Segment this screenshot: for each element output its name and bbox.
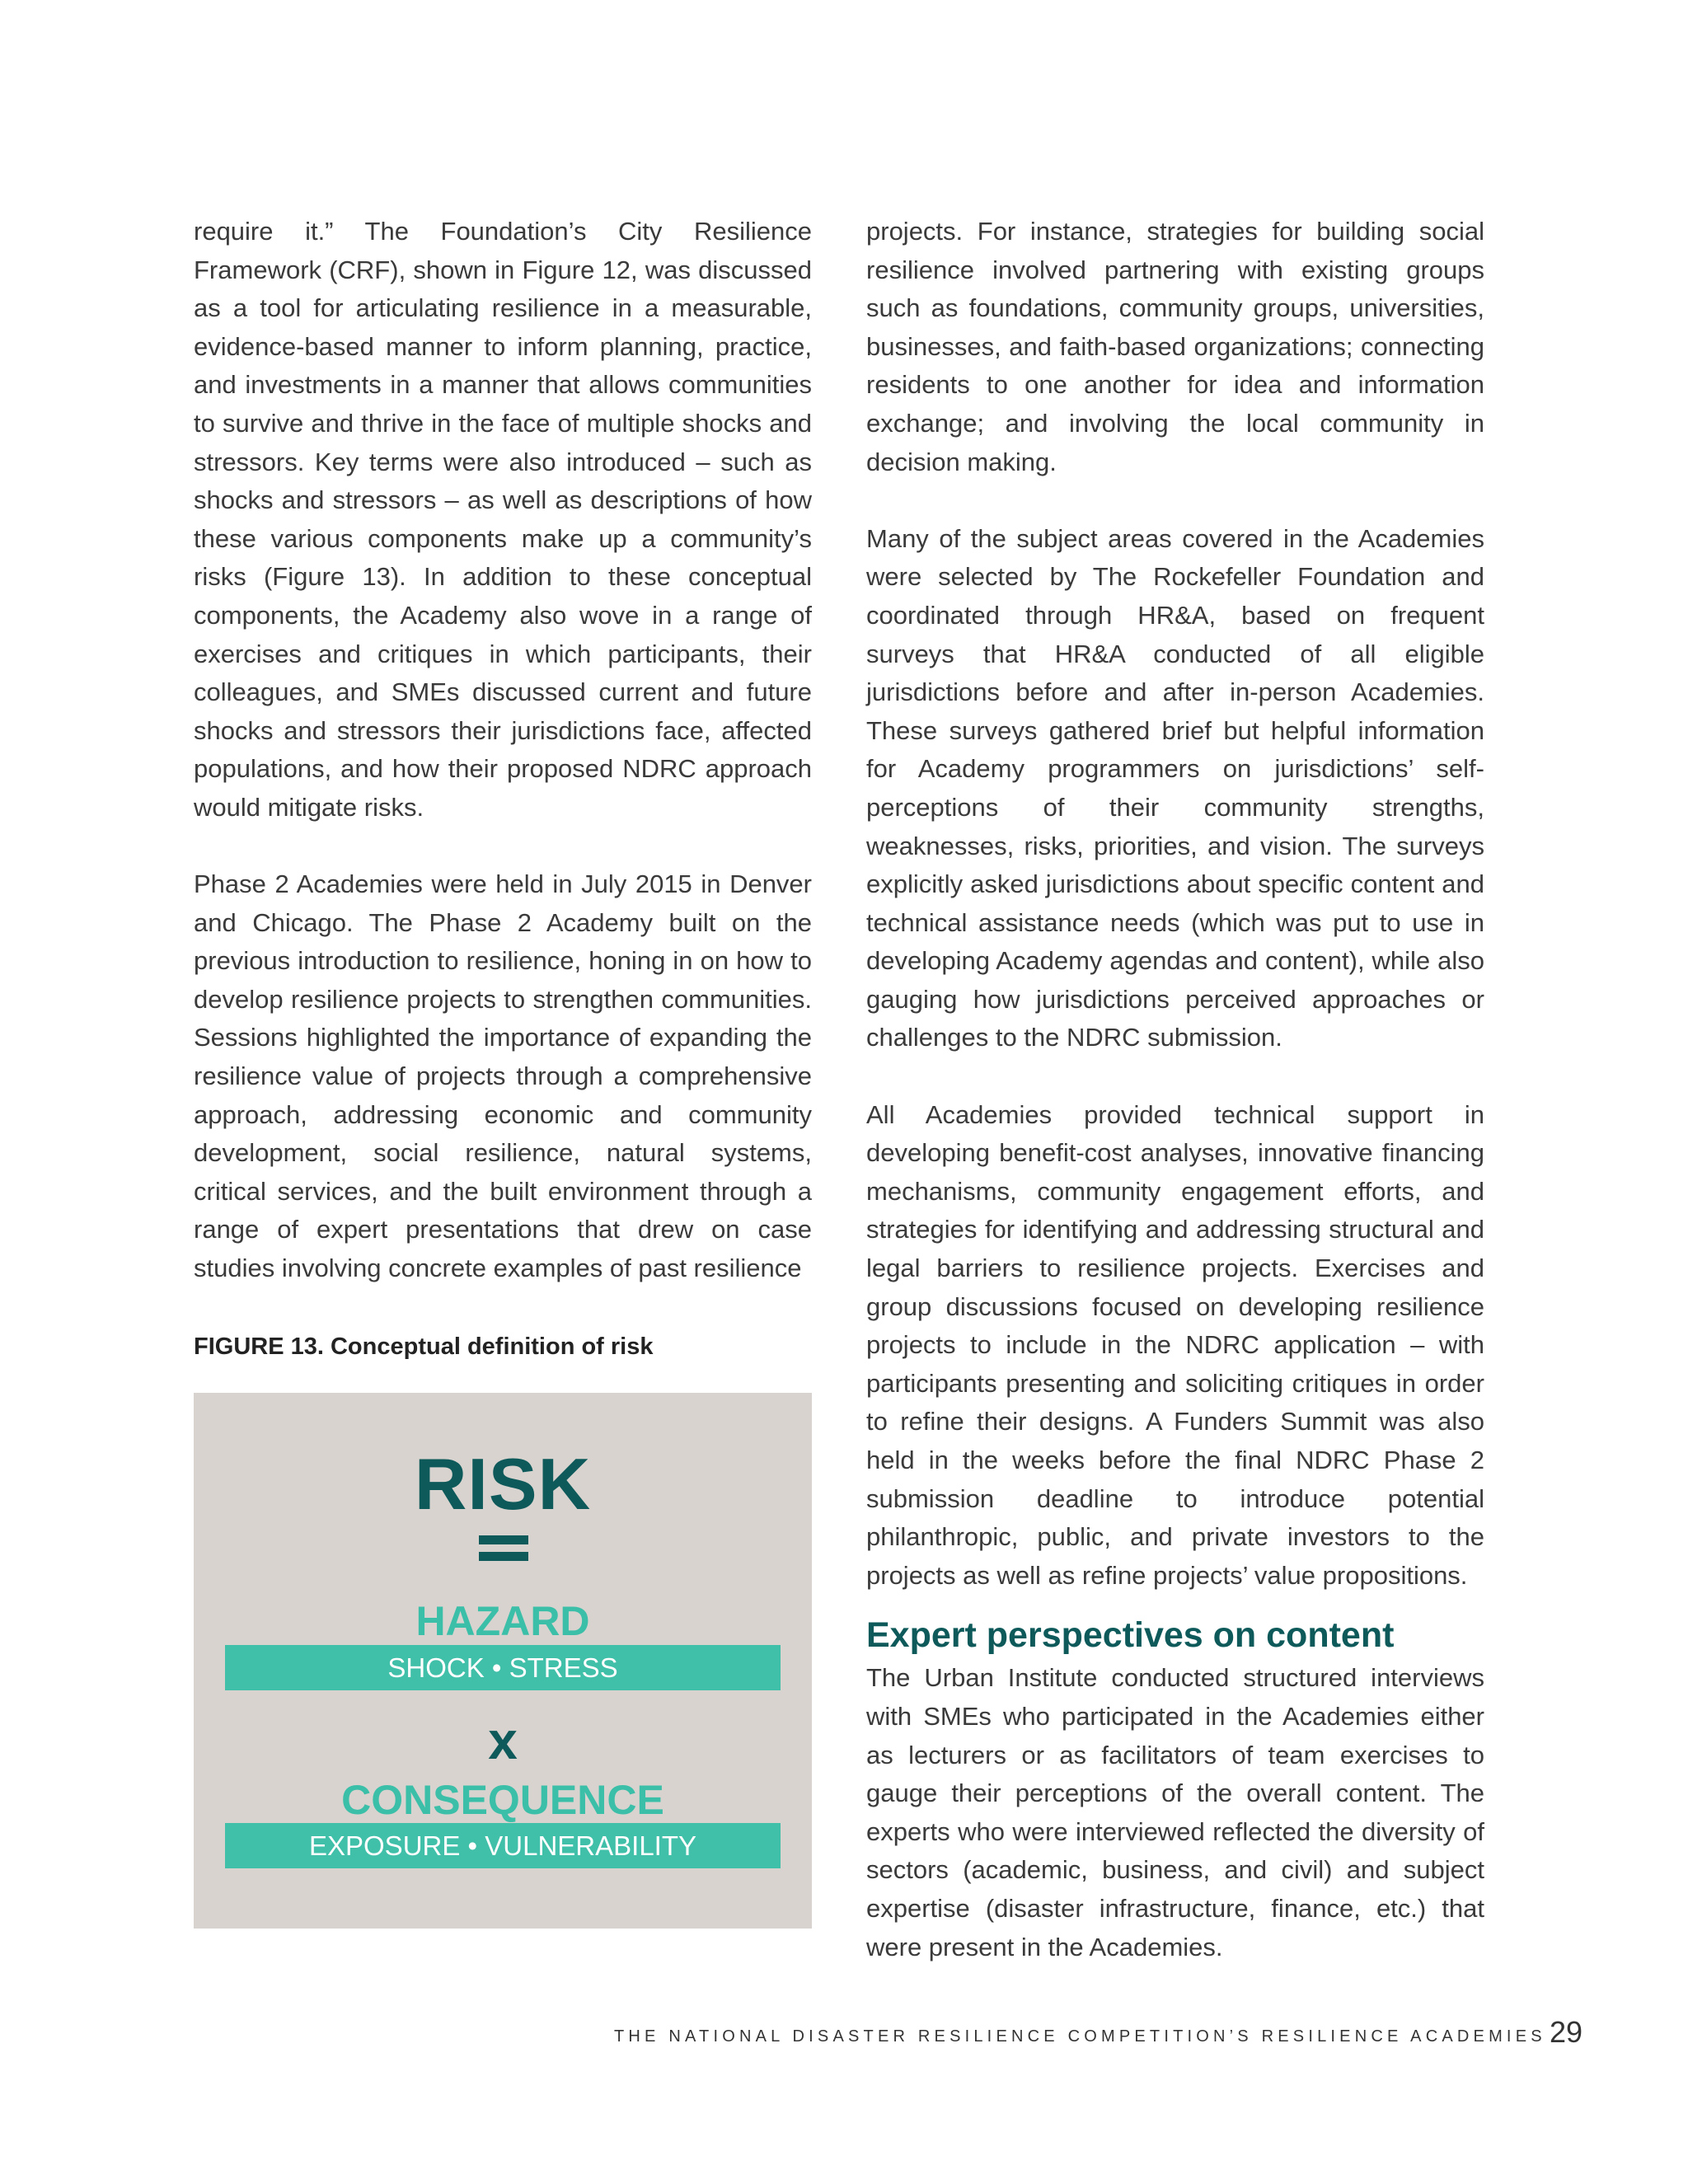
- left-paragraph-1: require it.” The Foundation’s City Resilience Framework (CRF), shown in Figure 12, was discussed as a tool for articulating resilience in a measurable, evidence-based manner to inform planning, practice, and investments in a manner that allows communities to survive and thrive in the face of multiple shocks and stressors. Key terms were also introduced – such as shocks and stressors – as well as descriptions of how these various components make up a community’s risks (Figure 13). In addition to these conceptual components, the Academy also wove in a range of exercises and critiques in which participants, their colleagues, and SMEs discussed current and future shocks and stressors their jurisdictions face, affected populations, and how their proposed NDRC approach would mitigate risks.: [194, 217, 812, 822]
- hazard-band: SHOCK • STRESS: [225, 1645, 781, 1690]
- right-paragraph-2: Many of the subject areas covered in the Academies were selected by The Rockefeller Foundation and coordinated through HR&A, based on frequent surveys that HR&A conducted of all eligible jurisdictions before and after in-person Academies. These surveys gathered brief but helpful information for Academy programmers on jurisdictions’ self-perceptions of their community strengths, weaknesses, risks, priorities, and vision. The surveys explicitly asked jurisdictions about specific content and technical assistance needs (which was put to use in developing Academy agendas and content), while also gauging how jurisdictions perceived approaches or challenges to the NDRC submission.: [866, 523, 1484, 1052]
- hazard-label: HAZARD: [415, 1598, 590, 1644]
- figure-caption: FIGURE 13. Conceptual definition of risk: [194, 1333, 654, 1360]
- multiply-sign: x: [488, 1711, 518, 1770]
- consequence-label: CONSEQUENCE: [341, 1777, 664, 1823]
- consequence-band: EXPOSURE • VULNERABILITY: [225, 1823, 781, 1868]
- risk-figure: [194, 1393, 812, 1929]
- right-column: [866, 213, 1484, 1966]
- left-column: [194, 213, 812, 1288]
- right-paragraph-4: The Urban Institute conducted structured interviews with SMEs who participated in the Academies either as lecturers or as facilitators of team exercises to gauge their perceptions of the overall content. The experts who were interviewed reflected the diversity of sectors (academic, business, and civil) and subject expertise (disaster infrastructure, finance, etc.) that were present in the Academies.: [866, 1663, 1484, 1961]
- left-paragraph-2: Phase 2 Academies were held in July 2015 in Denver and Chicago. The Phase 2 Academy built on the previous introduction to resilience, honing in on how to develop resilience projects to strengthen communities. Sessions highlighted the importance of expanding the resilience value of projects through a comprehensive approach, addressing economic and community development, social resilience, natural systems, critical services, and the built environment through a range of expert presentations that drew on case studies involving concrete examples of past resilience: [194, 869, 812, 1283]
- equals-sign-top: [479, 1535, 528, 1544]
- section-heading: Expert perspectives on content: [866, 1615, 1395, 1656]
- right-paragraph-1: projects. For instance, strategies for building social resilience involved partnering with existing groups such as foundations, community groups, universities, businesses, and faith-based organizations; connecting residents to one another for idea and information exchange; and involving the local community in decision making.: [866, 217, 1484, 476]
- running-footer: THE NATIONAL DISASTER RESILIENCE COMPETITION’S RESILIENCE ACADEMIES: [614, 2027, 1546, 2046]
- equals-sign-bottom: [479, 1552, 528, 1561]
- risk-label: RISK: [414, 1443, 592, 1525]
- right-paragraph-3: All Academies provided technical support in developing benefit-cost analyses, innovative financing mechanisms, community engagement efforts, and strategies for identifying and addressing structural and legal barriers to resilience projects. Exercises and group discussions focused on developing resilience projects to include in the NDRC application – with participants presenting and soliciting critiques in order to refine their designs. A Funders Summit was also held in the weeks before the final NDRC Phase 2 submission deadline to introduce potential philanthropic, public, and private investors to the projects as well as refine projects’ value propositions.: [866, 1099, 1484, 1590]
- page-number: 29: [1550, 2015, 1583, 2049]
